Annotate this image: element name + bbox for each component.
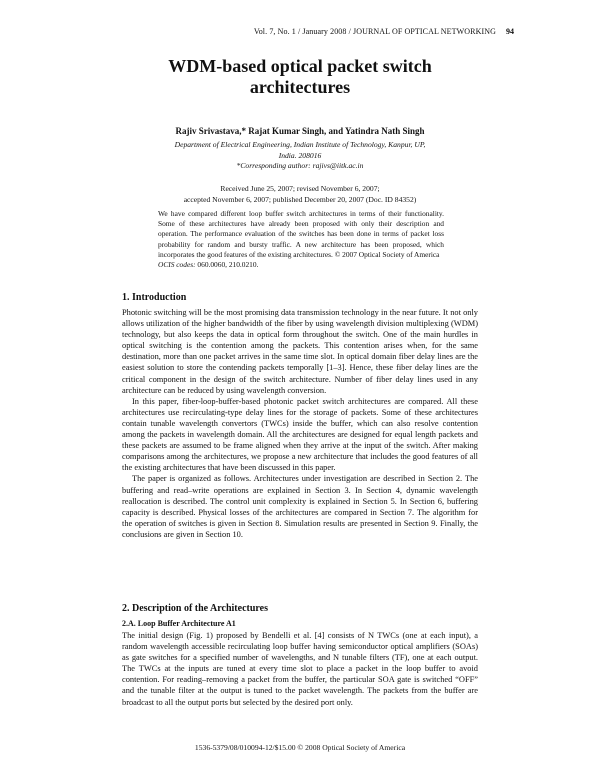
ocis-label: OCIS codes: (158, 260, 196, 270)
section-heading-introduction: 1. Introduction (122, 292, 187, 303)
author-list: Rajiv Srivastava,* Rajat Kumar Singh, and Yatindra Nath Singh (175, 126, 425, 136)
dates-line-2: accepted November 6, 2007; published December 20, 2007 (Doc. ID 84352) (183, 194, 417, 204)
corresponding-author: *Corresponding author: rajivs@iitk.ac.in (236, 161, 364, 170)
ocis-codes (158, 260, 444, 270)
abstract (158, 209, 444, 270)
dates-line-1: Received June 25, 2007; revised November 6, 2007; (220, 184, 380, 193)
architecture-a1-body (122, 630, 478, 708)
subsection-heading-a1: 2.A. Loop Buffer Architecture A1 (122, 619, 236, 628)
running-header: Vol. 7, No. 1 / January 2008 / JOURNAL OF OPTICAL NETWORKING (253, 27, 496, 36)
affiliation-line-2: India. 208016 (278, 150, 322, 160)
affiliation (100, 140, 500, 172)
a1-paragraph-1: The initial design (Fig. 1) proposed by Bendelli et al. [4] consists of N TWCs (one at each input), a random wavelength accessible recirculating loop buffer having semiconductor optical amplifiers (SOAs) as gate switches for a specified number of wavelengths, and N tunable filters (TF), one at each output. The TWCs at the inputs are tuned at every time slot to place a packet in the loop buffer to avoid contention. For reading–removing a packet from the buffer, the particular SOA gate is switched “OFF” and the tunable filter at the output is tuned to the packet wavelength. The packets from the buffer are broadcast to all the output ports but selected by the desired port only. (122, 631, 478, 707)
introduction-body (122, 307, 478, 540)
page-number: 94 (506, 27, 514, 36)
intro-paragraph-2: In this paper, fiber-loop-buffer-based photonic packet switch architectures are compared. All these architectures use recirculating-type delay lines for the storage of packets. Some of these architectures contain tunable wavelength convertors (TWCs) inside the buffer, which can also resolve contention among the packets in wavelength domain. All the architectures are designed for equal length packets and these packets are assumed to be frame aligned when they arrive at the input of the switch. After making comparisons among the architectures, we propose a new architecture that includes the good features of all the existing architectures that have been discussed in this paper. (122, 396, 478, 473)
page-footer: 1536-5379/08/010094-12/$15.00 © 2008 Optical Society of America (194, 743, 406, 752)
article-title (0, 56, 600, 98)
ocis-values: 060.0060, 210.0210. (197, 260, 259, 270)
abstract-text: We have compared different loop buffer switch architectures in terms of their functionality. Some of these architectures have already been proposed with only their description and operation. The performance evaluation of the switches has been done in terms of packet loss probability for random and bursty traffic. A new architecture has been proposed, which incorporates the good features of the existing architectures. © 2007 Optical Society of America (158, 209, 444, 259)
affiliation-line-1: Department of Electrical Engineering, Indian Institute of Technology, Kanpur, UP, (174, 140, 426, 149)
title-line-1: WDM-based optical packet switch (168, 56, 432, 76)
section-heading-architectures: 2. Description of the Architectures (122, 603, 268, 614)
title-line-2: architectures (249, 77, 351, 97)
publication-dates (100, 184, 500, 205)
intro-paragraph-3: The paper is organized as follows. Architectures under investigation are described in Section 2. The buffering and read–write operations are explained in Section 3. In Section 4, dynamic wavelength reallocation is described. The control unit complexity is explained in Section 5. In Section 6, buffering capacity is described. Physical losses of the architectures are compared in Section 7. The algorithm for the operation of switches is given in Section 8. Simulation results are presented in Section 9. Finally, the conclusions are given in Section 10. (122, 474, 478, 539)
intro-paragraph-1: Photonic switching will be the most promising data transmission technology in the near future. It not only allows utilization of the higher bandwidth of the fiber by using wavelength division multiplexing (WDM) technology, but also keeps the data in optical form throughout the switch. One of the main hurdles in optical switching is the contention among the packets. This contention arises when, for the same destination, more than one packet arrives in the same time slot. In optical domain fiber delay lines are the easiest solution to store the contending packets temporally [1–3]. Hence, these fiber delay lines are the critical component in the design of the switch architecture. Number of fiber delay lines used in any architecture can be reduced by using wavelength conversion. (122, 308, 478, 395)
